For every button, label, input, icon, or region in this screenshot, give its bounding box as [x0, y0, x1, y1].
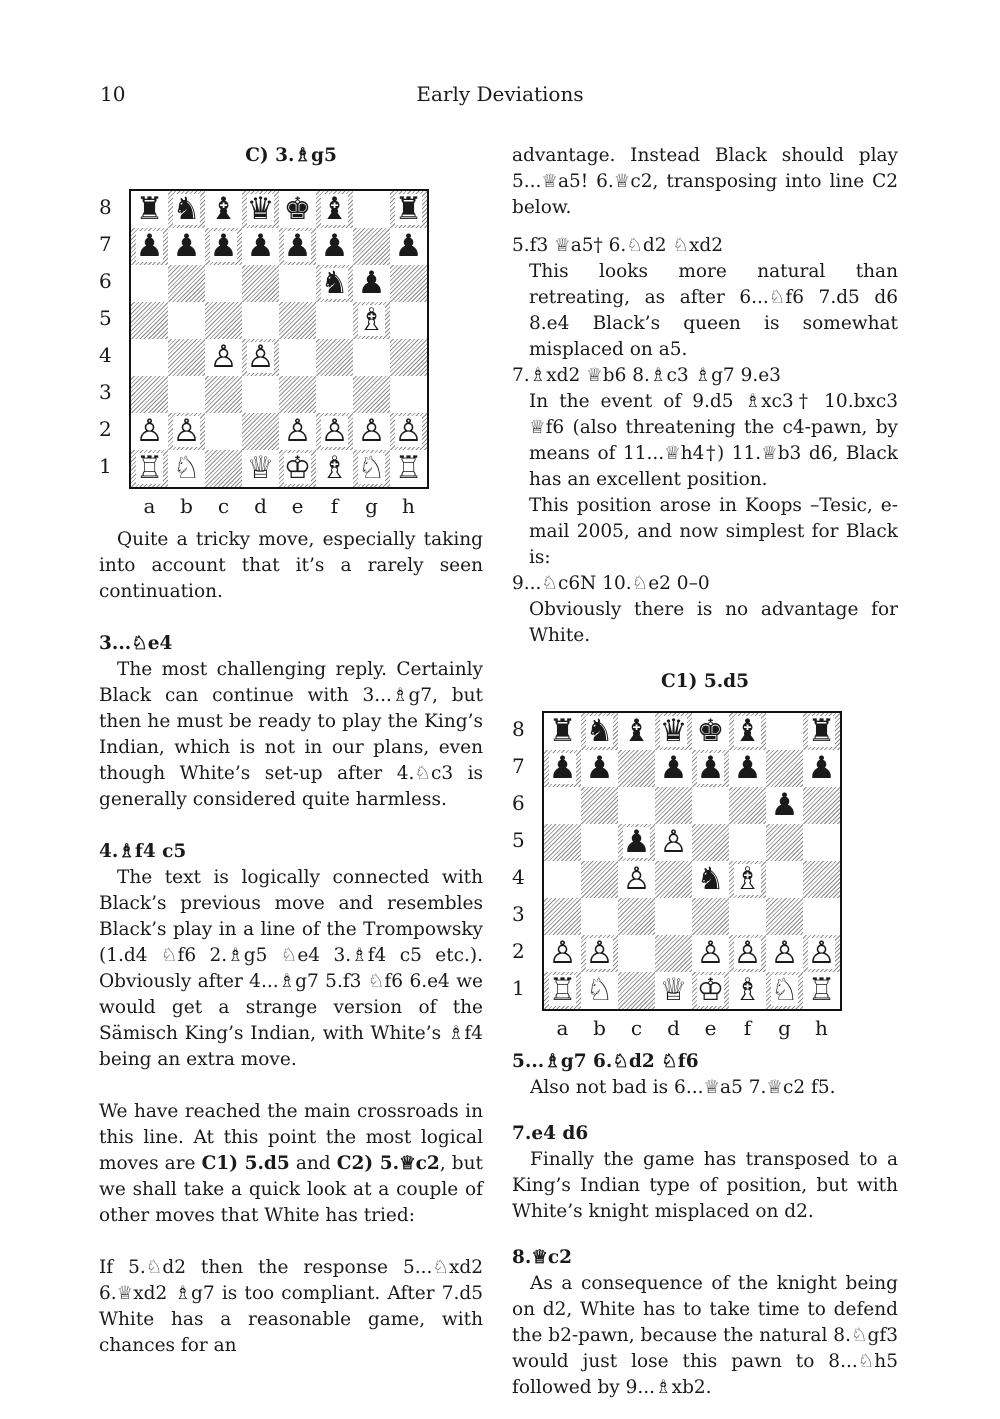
board-square	[242, 450, 279, 487]
file-label: c	[217, 494, 230, 518]
board-square	[279, 265, 316, 302]
board-square	[205, 302, 242, 339]
board-square	[803, 935, 840, 972]
board-square	[390, 302, 427, 339]
white-rook-icon: ♖︎	[394, 450, 423, 486]
board-square	[766, 713, 803, 750]
board-square	[692, 750, 729, 787]
file-labels	[131, 493, 483, 519]
board-square	[353, 450, 390, 487]
board-square	[692, 972, 729, 1009]
black-pawn-icon: ♟︎	[172, 228, 201, 264]
board-square	[279, 339, 316, 376]
board-square	[692, 824, 729, 861]
board-square	[168, 265, 205, 302]
board-square	[131, 376, 168, 413]
rank-label: 5	[512, 828, 525, 852]
rank-label: 3	[99, 380, 112, 404]
board-square	[131, 265, 168, 302]
board-square	[279, 191, 316, 228]
board-square	[581, 787, 618, 824]
board-square	[729, 824, 766, 861]
paragraph: The text is logically connected with Black’s previous move and resembles Black’s play in a line of the Trompowsky (1.d4 ♘f6 2.♗g5 ♘e4 3.♗f4 c5 etc.). Obviously after 4...♗g7 5.f3 ♘f6 6.e4 we would get a strange version of the Sämisch King’s Indian, with White’s ♗f4 being an extra move.	[99, 867, 483, 1070]
board-square	[168, 191, 205, 228]
board-square	[390, 265, 427, 302]
board-square	[618, 861, 655, 898]
paragraph: As a consequence of the knight being on d2, White has to take time to defend the b2-pawn, because the natural 8.♘gf3 would just lose this pawn to 8...♘h5 followed by 9...♗xb2.	[512, 1273, 898, 1398]
board-square	[581, 861, 618, 898]
board-square	[390, 413, 427, 450]
board-square	[655, 750, 692, 787]
board-square	[168, 413, 205, 450]
black-bishop-icon: ♝︎	[320, 191, 349, 227]
board-square	[353, 191, 390, 228]
move-line: 9...♘c6N 10.♘e2 0–0	[512, 573, 710, 594]
board-square	[692, 861, 729, 898]
black-rook-icon: ♜︎	[548, 713, 577, 749]
white-pawn-icon: ♙︎	[622, 861, 651, 897]
file-labels	[544, 1015, 898, 1041]
rank-label: 7	[99, 232, 112, 256]
board-square	[692, 713, 729, 750]
white-bishop-icon: ♗︎	[320, 450, 349, 486]
board-square	[581, 713, 618, 750]
white-pawn-icon: ♙︎	[807, 935, 836, 971]
black-queen-icon: ♛︎	[659, 713, 688, 749]
paragraph: Also not bad is 6...♕a5 7.♕c2 f5.	[530, 1077, 836, 1098]
board-square	[766, 935, 803, 972]
board-square	[803, 787, 840, 824]
text: and	[289, 1153, 337, 1174]
file-label: g	[778, 1016, 791, 1040]
rank-label: 8	[512, 717, 525, 741]
white-pawn-icon: ♙︎	[209, 339, 238, 375]
black-pawn-icon: ♟︎	[320, 228, 349, 264]
board-square	[168, 302, 205, 339]
board-square	[168, 450, 205, 487]
white-pawn-icon: ♙︎	[320, 413, 349, 449]
paragraph: The most challenging reply. Certainly Black can continue with 3...♗g7, but then he must be ready to play the King’s Indian, which is not in our plans, even though White’s set-up after 4.♘c3 is generally considered quite harmless.	[99, 659, 483, 810]
left-column	[99, 143, 483, 1359]
board-square	[803, 972, 840, 1009]
white-pawn-icon: ♙︎	[246, 339, 275, 375]
move-heading: 5...♗g7 6.♘d2 ♘f6	[512, 1051, 699, 1072]
rank-label: 7	[512, 754, 525, 778]
black-bishop-icon: ♝︎	[622, 713, 651, 749]
board-square	[316, 413, 353, 450]
board-square	[692, 787, 729, 824]
board-square	[205, 339, 242, 376]
chess-diagram	[99, 189, 483, 489]
white-pawn-icon: ♙︎	[585, 935, 614, 971]
file-label: b	[593, 1016, 606, 1040]
board-square	[168, 228, 205, 265]
board-square	[390, 228, 427, 265]
board-square	[618, 713, 655, 750]
rank-label: 6	[99, 269, 112, 293]
black-pawn-icon: ♟︎	[733, 750, 762, 786]
file-label: a	[556, 1016, 569, 1040]
black-pawn-icon: ♟︎	[246, 228, 275, 264]
white-rook-icon: ♖︎	[135, 450, 164, 486]
file-label: a	[143, 494, 156, 518]
black-bishop-icon: ♝︎	[209, 191, 238, 227]
board-square	[544, 972, 581, 1009]
board-square	[544, 898, 581, 935]
black-pawn-icon: ♟︎	[135, 228, 164, 264]
board-square	[316, 302, 353, 339]
board-square	[242, 339, 279, 376]
board-square	[729, 861, 766, 898]
board-square	[581, 935, 618, 972]
white-pawn-icon: ♙︎	[283, 413, 312, 449]
text: We have reached the main crossroads in this line. At this point the most logical moves are	[99, 1101, 483, 1174]
board-square	[279, 302, 316, 339]
file-label: h	[402, 494, 415, 518]
paragraph: This position arose in Koops –Tesic, e-mail 2005, and now simplest for Black is:	[529, 495, 898, 568]
board-square	[618, 972, 655, 1009]
board-square	[729, 787, 766, 824]
board-square	[242, 265, 279, 302]
white-knight-icon: ♘︎	[172, 450, 201, 486]
black-pawn-icon: ♟︎	[283, 228, 312, 264]
paragraph: Finally the game has transposed to a King’s Indian type of position, but with White’s knight misplaced on d2.	[512, 1149, 898, 1222]
black-pawn-icon: ♟︎	[394, 228, 423, 264]
file-label: e	[704, 1016, 717, 1040]
board-square	[544, 750, 581, 787]
section-heading: C) 3.♗g5	[245, 145, 337, 166]
text: , but we shall take a quick look at a couple of other moves that White has tried:	[99, 1153, 483, 1226]
board-square	[729, 713, 766, 750]
board-square	[618, 898, 655, 935]
file-label: f	[330, 494, 339, 518]
board-square	[655, 824, 692, 861]
board-square	[618, 824, 655, 861]
board-square	[692, 898, 729, 935]
file-label: g	[365, 494, 378, 518]
board-square	[390, 376, 427, 413]
move-heading: 7.e4 d6	[512, 1123, 589, 1144]
board-square	[766, 972, 803, 1009]
rank-labels	[512, 711, 542, 1011]
board-square	[353, 413, 390, 450]
board-square	[655, 713, 692, 750]
move-heading: 8.♕c2	[512, 1247, 573, 1268]
board-square	[242, 228, 279, 265]
right-column	[512, 143, 898, 1401]
white-pawn-icon: ♙︎	[135, 413, 164, 449]
board-square	[131, 302, 168, 339]
board-square	[766, 787, 803, 824]
black-bishop-icon: ♝︎	[733, 713, 762, 749]
board-square	[544, 861, 581, 898]
white-pawn-icon: ♙︎	[659, 824, 688, 860]
file-label: h	[815, 1016, 828, 1040]
board-square	[729, 935, 766, 972]
move-heading: 4.♗f4 c5	[99, 841, 187, 862]
white-pawn-icon: ♙︎	[394, 413, 423, 449]
black-knight-icon: ♞︎	[320, 265, 349, 301]
board-square	[544, 935, 581, 972]
paragraph: Obviously there is no advantage for White.	[529, 599, 898, 646]
file-label: b	[180, 494, 193, 518]
rank-labels	[99, 189, 129, 489]
board-square	[803, 750, 840, 787]
white-rook-icon: ♖︎	[807, 972, 836, 1008]
board-square	[242, 376, 279, 413]
rank-label: 2	[512, 939, 525, 963]
black-king-icon: ♚︎	[283, 191, 312, 227]
board-square	[544, 824, 581, 861]
black-rook-icon: ♜︎	[135, 191, 164, 227]
rank-label: 2	[99, 417, 112, 441]
board-square	[803, 713, 840, 750]
board-square	[353, 339, 390, 376]
black-king-icon: ♚︎	[696, 713, 725, 749]
file-label: d	[667, 1016, 680, 1040]
board-square	[279, 413, 316, 450]
file-label: c	[630, 1016, 643, 1040]
rank-label: 5	[99, 306, 112, 330]
running-head: Early Deviations	[416, 82, 584, 106]
board-square	[353, 302, 390, 339]
chess-board	[129, 189, 429, 489]
board-square	[544, 713, 581, 750]
white-pawn-icon: ♙︎	[357, 413, 386, 449]
white-knight-icon: ♘︎	[770, 972, 799, 1008]
board-square	[242, 302, 279, 339]
board-square	[581, 824, 618, 861]
board-square	[581, 750, 618, 787]
board-square	[205, 450, 242, 487]
black-queen-icon: ♛︎	[246, 191, 275, 227]
board-square	[390, 191, 427, 228]
board-square	[803, 898, 840, 935]
board-square	[618, 935, 655, 972]
board-square	[205, 265, 242, 302]
line-ref: C1) 5.d5	[201, 1153, 290, 1174]
board-square	[618, 787, 655, 824]
black-pawn-icon: ♟︎	[585, 750, 614, 786]
white-queen-icon: ♕︎	[246, 450, 275, 486]
board-square	[692, 935, 729, 972]
board-square	[316, 339, 353, 376]
black-pawn-icon: ♟︎	[659, 750, 688, 786]
board-square	[131, 339, 168, 376]
board-square	[131, 228, 168, 265]
paragraph: In the event of 9.d5 ♗xc3† 10.bxc3 ♕f6 (also threatening the c4-pawn, by means of 11...♕h4†) 11.♕b3 d6, Black has an excellent position.	[529, 391, 898, 490]
black-rook-icon: ♜︎	[807, 713, 836, 749]
board-square	[729, 898, 766, 935]
page-number: 10	[100, 82, 126, 106]
board-square	[618, 750, 655, 787]
board-square	[316, 376, 353, 413]
board-square	[655, 787, 692, 824]
rank-label: 8	[99, 195, 112, 219]
board-square	[803, 861, 840, 898]
file-label: d	[254, 494, 267, 518]
white-bishop-icon: ♗︎	[733, 972, 762, 1008]
board-square	[205, 376, 242, 413]
rank-label: 1	[512, 976, 525, 1000]
board-square	[544, 787, 581, 824]
board-square	[242, 413, 279, 450]
white-pawn-icon: ♙︎	[696, 935, 725, 971]
board-square	[353, 265, 390, 302]
rank-label: 4	[512, 865, 525, 889]
paragraph: If 5.♘d2 then the response 5...♘xd2 6.♕xd2 ♗g7 is too compliant. After 7.d5 White has a reasonable game, with chances for an	[99, 1257, 483, 1356]
board-square	[766, 861, 803, 898]
board-square	[353, 228, 390, 265]
board-square	[390, 450, 427, 487]
white-queen-icon: ♕︎	[659, 972, 688, 1008]
white-rook-icon: ♖︎	[548, 972, 577, 1008]
white-bishop-icon: ♗︎	[357, 302, 386, 338]
board-square	[316, 191, 353, 228]
board-square	[729, 750, 766, 787]
white-king-icon: ♔︎	[283, 450, 312, 486]
rank-label: 6	[512, 791, 525, 815]
board-square	[581, 898, 618, 935]
white-knight-icon: ♘︎	[585, 972, 614, 1008]
white-pawn-icon: ♙︎	[770, 935, 799, 971]
white-king-icon: ♔︎	[696, 972, 725, 1008]
board-square	[766, 750, 803, 787]
black-pawn-icon: ♟︎	[622, 824, 651, 860]
move-line: 7.♗xd2 ♕b6 8.♗c3 ♗g7 9.e3	[512, 365, 781, 386]
board-square	[168, 339, 205, 376]
board-square	[168, 376, 205, 413]
board-square	[131, 191, 168, 228]
move-line: 5.f3 ♕a5† 6.♘d2 ♘xd2	[512, 235, 724, 256]
black-pawn-icon: ♟︎	[770, 787, 799, 823]
rank-label: 4	[99, 343, 112, 367]
white-knight-icon: ♘︎	[357, 450, 386, 486]
board-square	[279, 376, 316, 413]
black-knight-icon: ♞︎	[585, 713, 614, 749]
white-pawn-icon: ♙︎	[548, 935, 577, 971]
file-label: e	[291, 494, 304, 518]
board-square	[131, 450, 168, 487]
board-square	[803, 824, 840, 861]
black-pawn-icon: ♟︎	[357, 265, 386, 301]
black-pawn-icon: ♟︎	[548, 750, 577, 786]
chess-board	[542, 711, 842, 1011]
move-heading: 3...♘e4	[99, 633, 173, 654]
board-square	[353, 376, 390, 413]
board-square	[205, 228, 242, 265]
board-square	[242, 191, 279, 228]
board-square	[205, 191, 242, 228]
black-pawn-icon: ♟︎	[807, 750, 836, 786]
board-square	[316, 450, 353, 487]
line-ref: C2) 5.♕c2	[336, 1153, 440, 1174]
board-square	[729, 972, 766, 1009]
board-square	[279, 228, 316, 265]
board-square	[655, 861, 692, 898]
board-square	[766, 898, 803, 935]
white-pawn-icon: ♙︎	[733, 935, 762, 971]
rank-label: 1	[99, 454, 112, 478]
board-square	[279, 450, 316, 487]
board-square	[655, 935, 692, 972]
black-knight-icon: ♞︎	[172, 191, 201, 227]
white-bishop-icon: ♗︎	[733, 861, 762, 897]
black-rook-icon: ♜︎	[394, 191, 423, 227]
board-square	[316, 228, 353, 265]
board-square	[131, 413, 168, 450]
board-square	[581, 972, 618, 1009]
board-square	[655, 972, 692, 1009]
board-square	[766, 824, 803, 861]
black-pawn-icon: ♟︎	[696, 750, 725, 786]
chess-diagram	[512, 711, 898, 1011]
board-square	[205, 413, 242, 450]
paragraph	[99, 1099, 483, 1229]
paragraph: advantage. Instead Black should play 5...♕a5! 6.♕c2, transposing into line C2 below.	[512, 145, 898, 218]
paragraph: Quite a tricky move, especially taking into account that it’s a rarely seen continuation.	[99, 529, 483, 602]
board-square	[655, 898, 692, 935]
paragraph: This looks more natural than retreating, as after 6...♘f6 7.d5 d6 8.e4 Black’s queen is somewhat misplaced on a5.	[529, 261, 898, 360]
rank-label: 3	[512, 902, 525, 926]
white-pawn-icon: ♙︎	[172, 413, 201, 449]
section-heading: C1) 5.d5	[661, 671, 749, 692]
black-knight-icon: ♞︎	[696, 861, 725, 897]
board-square	[390, 339, 427, 376]
board-square	[316, 265, 353, 302]
black-pawn-icon: ♟︎	[209, 228, 238, 264]
file-label: f	[743, 1016, 752, 1040]
